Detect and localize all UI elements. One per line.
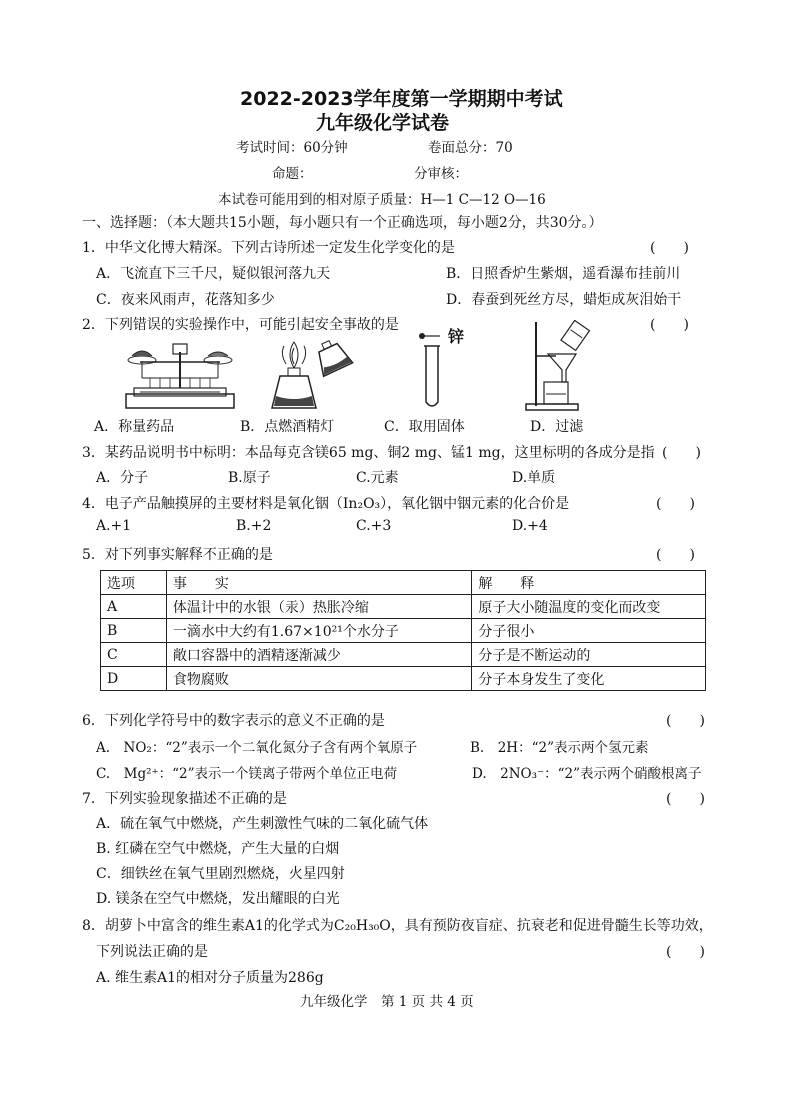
q4-bracket: ( ) [656, 496, 695, 512]
q7-option-a: A．硫在氧气中燃烧，产生刺激性气味的二氧化硫气体 [96, 816, 429, 832]
table-header-cell: 事 实 [166, 571, 472, 595]
q8-stem-continued: 下列说法正确的是 [96, 944, 208, 960]
q2-stem: 2．下列错误的实验操作中，可能引起安全事故的是 [82, 317, 399, 333]
total-score: 卷面总分：70 [428, 140, 513, 156]
q1-option-b: B．日照香炉生紫烟，遥看瀑布挂前川 [446, 266, 681, 282]
reviewer-field: 分审核： [414, 166, 468, 182]
table-header-row [101, 571, 706, 595]
q8-option-a: A. 维生素A1的相对分子质量为286g [96, 970, 324, 986]
table-cell: C [101, 643, 167, 667]
table-cell: 分子本身发生了变化 [472, 667, 706, 691]
q3-bracket: ( ) [662, 445, 701, 461]
atomic-mass-note: 本试卷可能用到的相对原子质量：H—1 C—12 O—16 [218, 192, 546, 208]
table-cell: 食物腐败 [166, 667, 472, 691]
q1-option-d: D．春蚕到死丝方尽，蜡炬成灰泪始干 [446, 292, 682, 308]
q1-bracket: ( ) [650, 240, 689, 256]
table-header-cell: 选项 [101, 571, 167, 595]
zinc-label: 锌 [448, 327, 465, 346]
table-cell: 敞口容器中的酒精逐渐减少 [166, 643, 472, 667]
table-cell: 分子很小 [472, 619, 706, 643]
page-footer: 九年级化学 第 1 页 共 4 页 [300, 994, 474, 1010]
q1-option-c: C．夜来风雨声，花落知多少 [96, 292, 275, 308]
q3-option-b: B.原子 [228, 470, 271, 486]
q4-option-a: A.+1 [96, 518, 132, 534]
filtration-illustration [520, 320, 610, 412]
table-row [101, 595, 706, 619]
table-cell: 分子是不断运动的 [472, 643, 706, 667]
q3-option-d: D.单质 [512, 470, 556, 486]
author-field: 命题： [272, 166, 313, 182]
q3-stem: 3．某药品说明书中标明：本品每克含镁65 mg、铜2 mg、锰1 mg，这里标明的各成分是指 [82, 445, 655, 461]
alcohol-lamp-illustration [268, 334, 358, 416]
q4-option-c: C.+3 [356, 518, 392, 534]
q4-option-d: D.+4 [512, 518, 548, 534]
exam-time: 考试时间：60分钟 [236, 140, 348, 156]
q1-option-a: A．飞流直下三千尺，疑似银河落九天 [96, 266, 331, 282]
q6-option-c: C. Mg²⁺：“2”表示一个镁离子带两个单位正电荷 [96, 766, 398, 782]
q6-stem: 6．下列化学符号中的数字表示的意义不正确的是 [82, 713, 385, 729]
q2-bracket: ( ) [650, 317, 689, 333]
q6-option-a: A. NO₂：“2”表示一个二氧化氮分子含有两个氧原子 [96, 740, 418, 756]
table-row [101, 619, 706, 643]
q5-bracket: ( ) [656, 547, 695, 563]
q6-bracket: ( ) [666, 713, 705, 729]
balance-illustration [120, 332, 240, 414]
q3-option-c: C.元素 [356, 470, 399, 486]
q2-option-a: A．称量药品 [94, 419, 175, 435]
q7-stem: 7．下列实验现象描述不正确的是 [82, 791, 287, 807]
q4-option-b: B.+2 [236, 518, 272, 534]
q2-option-c: C．取用固体 [384, 419, 465, 435]
table-row [101, 667, 706, 691]
q1-stem: 1．中华文化博大精深。下列古诗所述一定发生化学变化的是 [82, 240, 455, 256]
q8-stem: 8．胡萝卜中富含的维生素A1的化学式为C₂₀H₃₀O，具有预防夜盲症、抗衰老和促进骨髓生长等功效， [82, 918, 713, 934]
q7-option-c: C．细铁丝在氧气里剧烈燃烧，火星四射 [96, 866, 345, 882]
q7-option-d: D. 镁条在空气中燃烧，发出耀眼的白光 [96, 891, 340, 907]
q8-bracket: ( ) [666, 944, 705, 960]
table-header-cell: 解 释 [472, 571, 706, 595]
q7-bracket: ( ) [666, 791, 705, 807]
paper-subtitle: 九年级化学试卷 [316, 112, 450, 134]
table-cell: A [101, 595, 167, 619]
table-row [101, 643, 706, 667]
q3-option-a: A．分子 [96, 470, 149, 486]
table-cell: B [101, 619, 167, 643]
table-cell: D [101, 667, 167, 691]
exam-title: 2022-2023学年度第一学期期中考试 [240, 88, 563, 110]
q2-option-b: B．点燃酒精灯 [240, 419, 335, 435]
section-heading: 一、选择题：（本大题共15小题，每小题只有一个正确选项，每小题2分，共30分。） [82, 215, 603, 231]
q6-option-b: B. 2H：“2”表示两个氢元素 [470, 740, 649, 756]
table-cell: 原子大小随温度的变化而改变 [472, 595, 706, 619]
q7-option-b: B. 红磷在空气中燃烧，产生大量的白烟 [96, 841, 340, 857]
facts-table [100, 570, 706, 691]
q2-option-d: D．过滤 [530, 419, 584, 435]
q4-stem: 4．电子产品触摸屏的主要材料是氧化铟（In₂O₃），氧化铟中铟元素的化合价是 [82, 496, 570, 512]
table-cell: 一滴水中大约有1.67×10²¹个水分子 [166, 619, 472, 643]
table-cell: 体温计中的水银（汞）热胀冷缩 [166, 595, 472, 619]
q6-option-d: D. 2NO₃⁻：“2”表示两个硝酸根离子 [472, 766, 702, 782]
q5-stem: 5．对下列事实解释不正确的是 [82, 547, 273, 563]
